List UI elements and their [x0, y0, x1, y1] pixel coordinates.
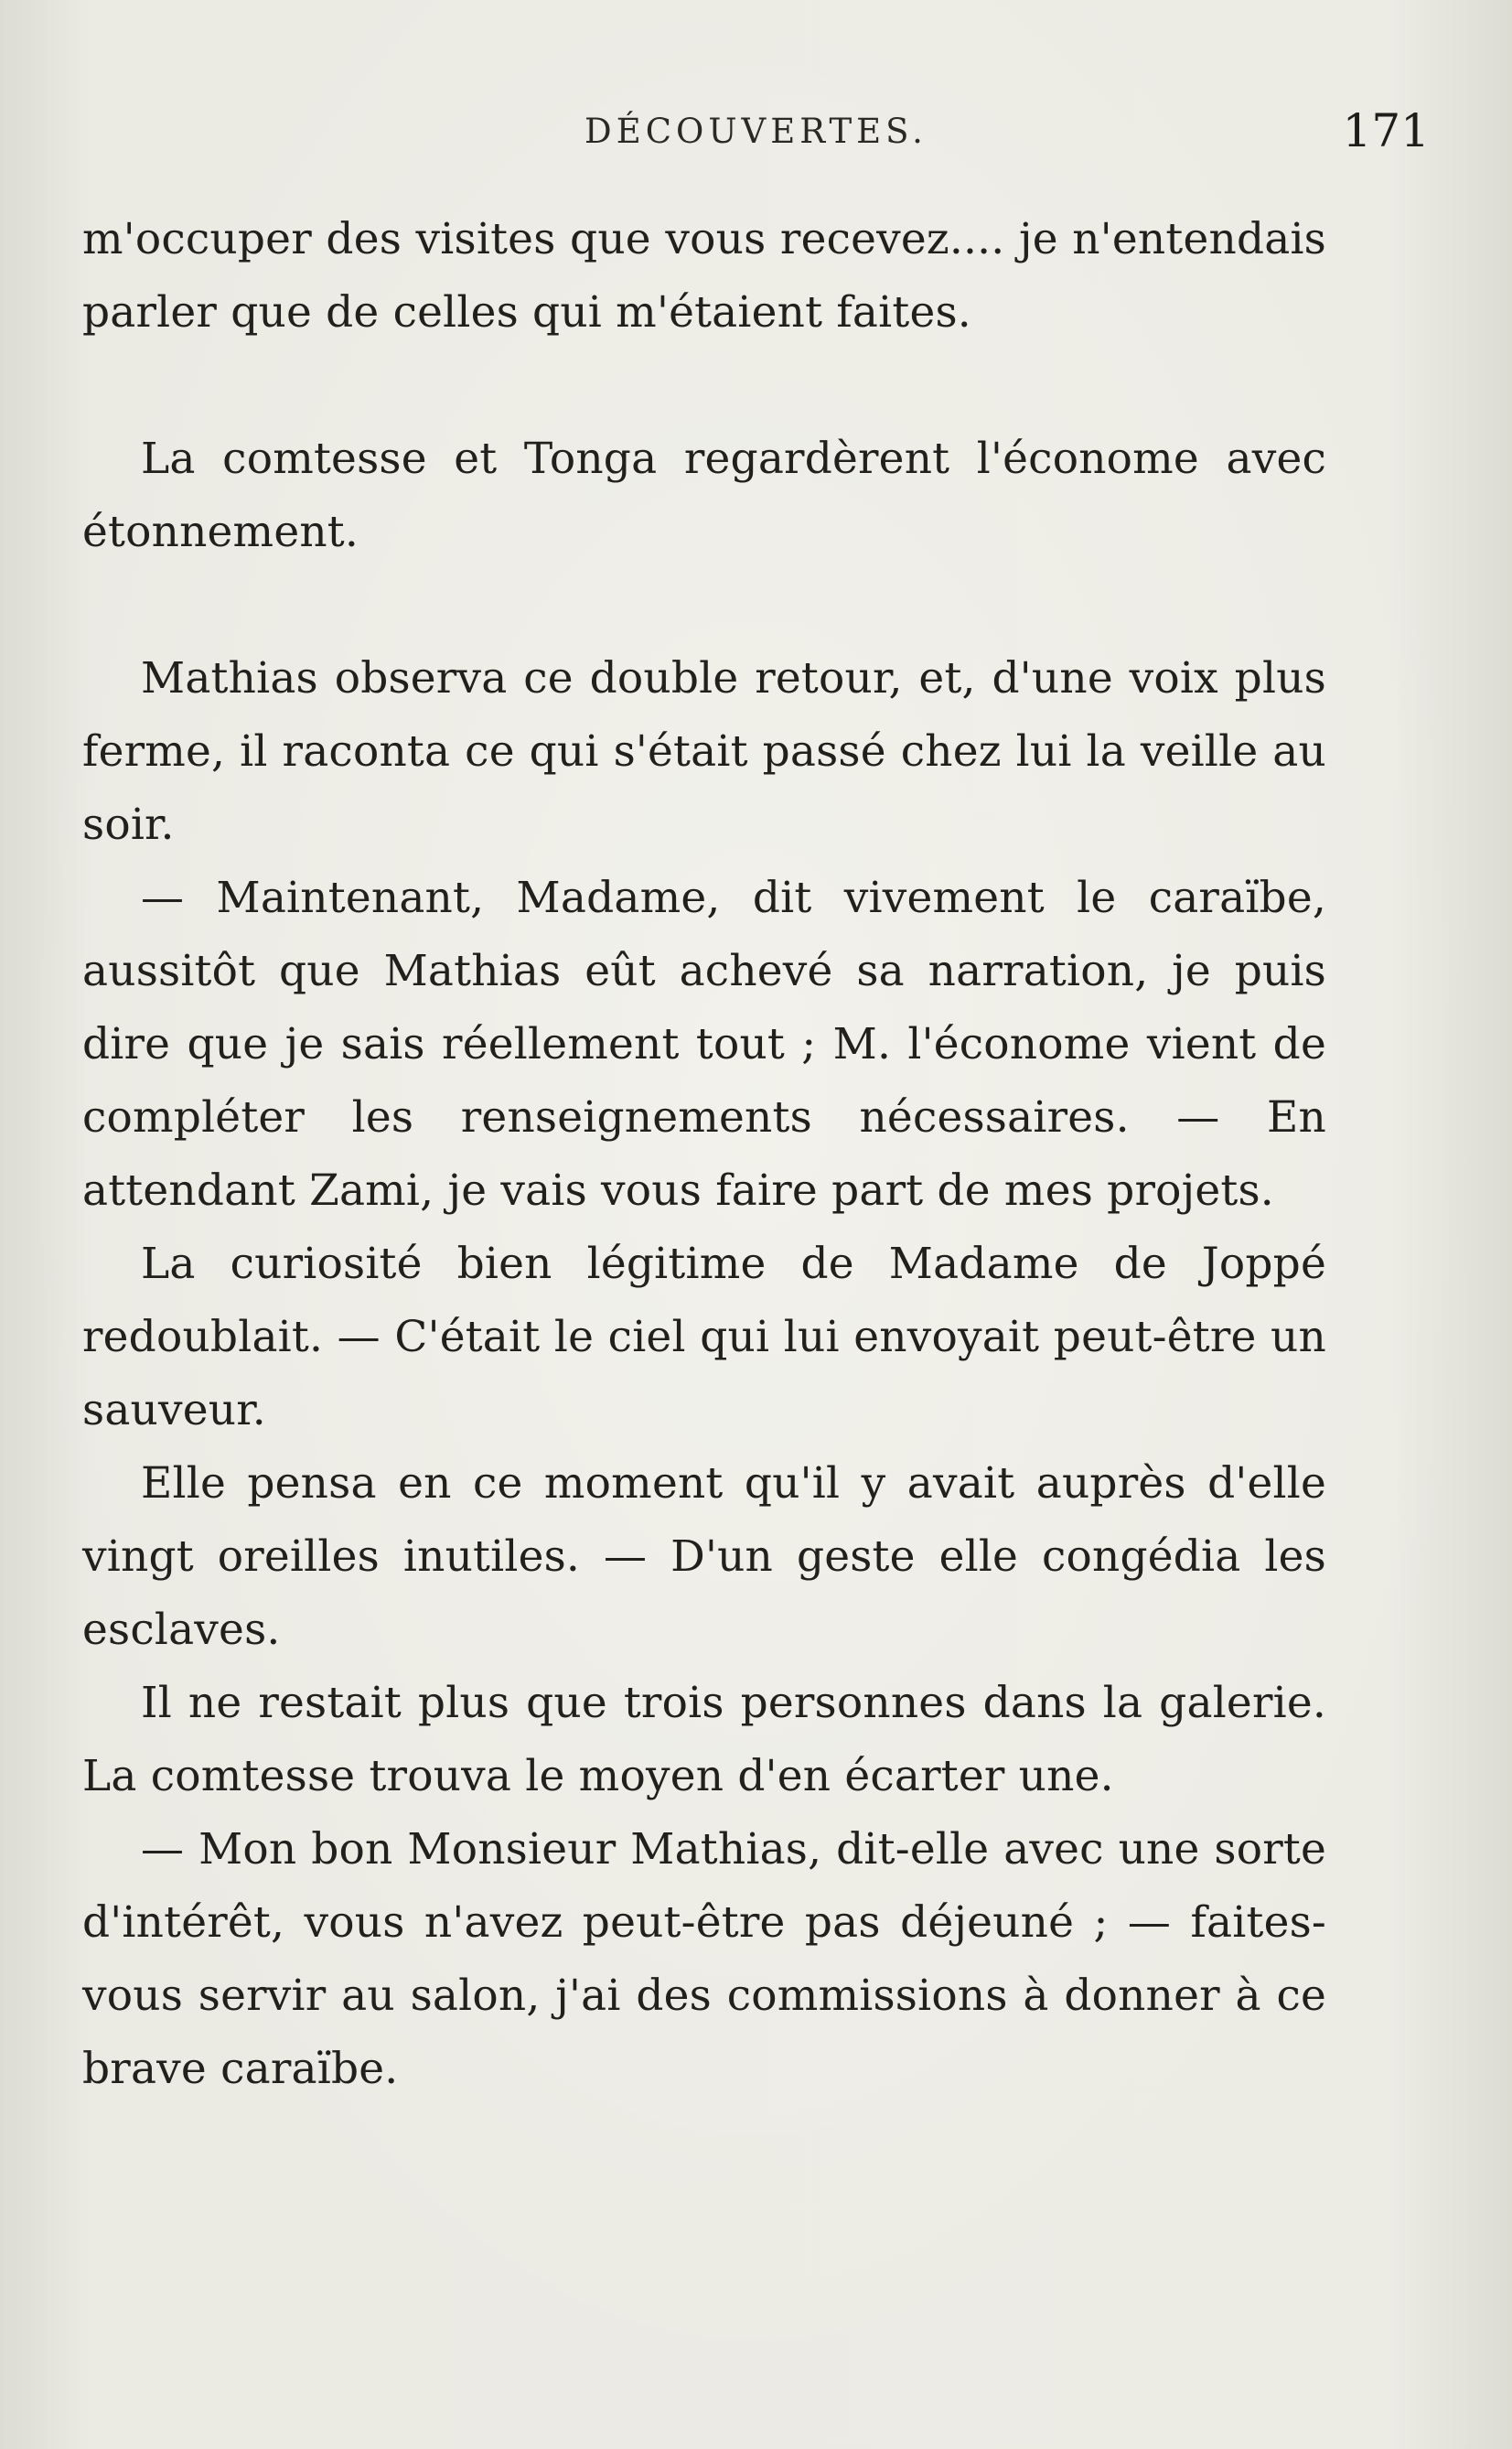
page-header	[82, 104, 1430, 166]
paragraph: — Mon bon Monsieur Mathias, dit-elle avec une sorte d'intérêt, vous n'avez peut-être pas déjeuné ; — faites-vous servir au salon, j'ai des commissions à donner à ce brave caraïbe.	[82, 1824, 1326, 2094]
paragraph: Mathias observa ce double retour, et, d'une voix plus ferme, il raconta ce qui s'était passé chez lui la veille au soir.	[82, 653, 1326, 850]
body-text	[82, 203, 1326, 2106]
paragraph: Il ne restait plus que trois personnes dans la galerie. La comtesse trouva le moyen d'en écarter une.	[82, 1678, 1326, 1801]
page-number: 171	[1342, 104, 1430, 157]
paragraph: — Maintenant, Madame, dit vivement le caraïbe, aussitôt que Mathias eût achevé sa narration, je puis dire que je sais réellement tout ; M. l'économe vient de compléter les renseignements nécessaires. — En attendant Zami, je vais vous faire part de mes projets.	[82, 873, 1326, 1216]
running-title: DÉCOUVERTES.	[584, 112, 928, 151]
paragraph: Elle pensa en ce moment qu'il y avait auprès d'elle vingt oreilles inutiles. — D'un geste elle congédia les esclaves.	[82, 1458, 1326, 1655]
paragraph: m'occuper des visites que vous recevez.... je n'entendais parler que de celles qui m'étaient faites.	[82, 214, 1326, 338]
paragraph: La curiosité bien légitime de Madame de Joppé redoublait. — C'était le ciel qui lui envoyait peut-être un sauveur.	[82, 1239, 1326, 1435]
paragraph: La comtesse et Tonga regardèrent l'économe avec étonnement.	[82, 434, 1326, 557]
